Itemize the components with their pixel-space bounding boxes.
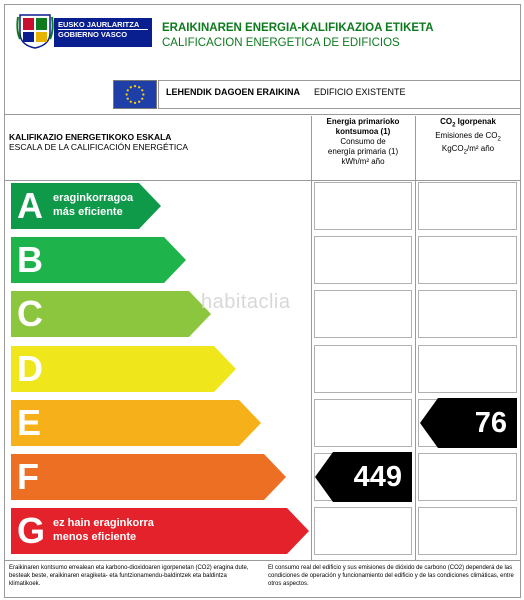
primary-energy-cell [314, 399, 412, 447]
co2-emissions-cell [418, 290, 517, 338]
primary-energy-cell [314, 290, 412, 338]
eu-star-icon [127, 89, 129, 91]
eu-star-icon [134, 85, 136, 87]
primary-header-unit: kWh/m² año [341, 157, 385, 166]
rating-bar-caption-es: menos eficiente [53, 531, 137, 543]
eu-star-icon [141, 98, 143, 100]
scale-title-es: ESCALA DE LA CALIFICACIÓN ENERGÉTICA [9, 142, 189, 152]
eu-star-icon [130, 101, 132, 103]
basque-government-logo [16, 11, 151, 49]
rating-bar-caption-eu: eraginkorragoa [53, 192, 134, 204]
eu-star-icon [142, 93, 144, 95]
label-title-es: CALIFICACION ENERGETICA DE EDIFICIOS [162, 37, 400, 49]
primary-header-line: Energia primarioko [326, 117, 400, 126]
rating-bar-a [11, 183, 161, 229]
rating-bar-f [11, 454, 286, 500]
rating-letter: B [17, 239, 43, 280]
label-header [5, 5, 520, 115]
primary-header-line: energía primaria (1) [327, 147, 399, 156]
eu-star-icon [138, 101, 140, 103]
rating-bar-d [11, 346, 236, 392]
co2-header-line: $CO_2$ Igorpenak [440, 117, 496, 129]
primary-energy-header [311, 117, 415, 167]
co2-emissions-cell [418, 507, 517, 555]
energy-label-sheet [4, 4, 521, 598]
eu-star-icon [134, 102, 136, 104]
footer-note-es: El consumo real del edificio y sus emisiones de dióxido de carbono (CO2) dependerá de las condiciones de operación y funcionamiento del edificio y de las condiciones climáticas, entre otros aspectos. [268, 565, 514, 587]
building-type-box [158, 80, 520, 109]
eu-star-icon [127, 98, 129, 100]
footer-divider [5, 560, 520, 561]
primary-energy-cell [314, 182, 412, 230]
footer-note-eu: Eraikinaren kontsumo errealean eta karbono-dioxidoaren igorpenetan (CO2) eragina dute, besteak beste, eraikinaren eragiketa- eta funtzionamendu-baldintzek eta baldintza klimatikoek. [9, 565, 249, 587]
eu-star-icon [138, 86, 140, 88]
co2-emissions-cell [418, 236, 517, 284]
rating-letter: G [17, 510, 46, 551]
rating-letter: D [17, 348, 43, 389]
building-type-es: EDIFICIO EXISTENTE [314, 87, 406, 97]
rating-letter: E [17, 402, 42, 443]
rating-letter: C [17, 293, 43, 334]
co2-header-line: Emisiones de $CO_2$ [435, 130, 501, 143]
scale-title-eu: KALIFIKAZIO ENERGETIKOKO ESKALA [9, 132, 172, 142]
co2-emissions-cell [418, 453, 517, 501]
building-type-eu: LEHENDIK DAGOEN ERAIKINA [166, 87, 301, 97]
primary-energy-indicator-value: 449 [353, 461, 402, 493]
rating-bar-c [11, 291, 211, 337]
co2-header-unit: KgCO$_2$/m² año [441, 144, 495, 156]
co2-emissions-cell [418, 182, 517, 230]
logo-line-es: GOBIERNO VASCO [58, 30, 128, 39]
rating-bar-g [11, 508, 309, 554]
eu-star-icon [126, 93, 128, 95]
rating-letter: F [17, 456, 39, 497]
rating-bar-caption-es: más eficiente [53, 206, 123, 218]
co2-emissions-indicator [420, 398, 517, 448]
eu-star-icon [141, 89, 143, 91]
co2-emissions-header [416, 117, 520, 158]
label-title-eu: ERAIKINAREN ENERGIA-KALIFIKAZIOA ETIKETA [162, 22, 434, 34]
co2-emissions-cell [418, 345, 517, 393]
primary-energy-cell [314, 236, 412, 284]
primary-header-line: kontsumoa (1) [335, 127, 391, 136]
eu-star-icon [130, 86, 132, 88]
primary-energy-cell [314, 345, 412, 393]
coat-of-arms-icon [16, 13, 54, 49]
watermark: habitaclia [201, 291, 291, 313]
logo-line-eu: EUSKO JAURLARITZA [58, 20, 148, 30]
eu-flag-icon [113, 80, 157, 109]
column-divider [311, 116, 312, 560]
primary-energy-indicator [315, 452, 412, 502]
rating-letter: A [17, 185, 43, 226]
primary-header-line: Consumo de [340, 137, 386, 146]
column-divider [415, 116, 416, 560]
rating-bar-b [11, 237, 186, 283]
rating-bar-e [11, 400, 261, 446]
header-divider [5, 180, 520, 181]
rating-bar-caption-eu: ez hain eraginkorra [53, 517, 154, 529]
co2-emissions-indicator-value: 76 [474, 407, 507, 439]
logo-wordmark [54, 18, 152, 47]
primary-energy-cell [314, 507, 412, 555]
scale-title [9, 132, 188, 152]
